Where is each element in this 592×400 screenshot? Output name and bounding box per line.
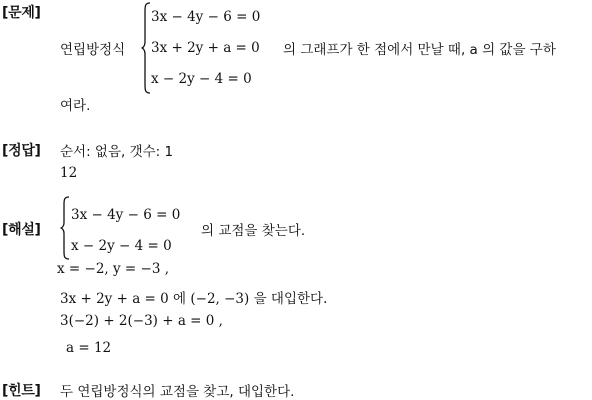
problem-system-brace (141, 2, 151, 94)
problem-prefix: 연립방정식 (60, 42, 126, 58)
problem-equation-2: 3x + 2y + a = 0 (151, 40, 260, 56)
answer-value: 12 (60, 165, 78, 181)
explanation-suffix: 의 교점을 찾는다. (201, 223, 306, 239)
explanation-equation-1: 3x − 4y − 6 = 0 (71, 207, 181, 223)
explanation-equation-2: x − 2y − 4 = 0 (71, 238, 172, 254)
explanation-system-brace (60, 196, 70, 260)
hint-tag: [힌트] (2, 383, 41, 399)
explanation-line-4: a = 12 (66, 340, 112, 356)
explanation-tag: [해설] (2, 222, 41, 238)
explanation-line-3: 3(−2) + 2(−3) + a = 0 , (60, 313, 223, 329)
problem-suffix: 의 그래프가 한 점에서 만날 때, a 의 값을 구하 (283, 42, 556, 58)
answer-tag: [정답] (2, 143, 41, 159)
answer-meta: 순서: 없음, 갯수: 1 (60, 144, 174, 160)
problem-equation-3: x − 2y − 4 = 0 (151, 71, 252, 87)
problem-continuation: 여라. (60, 98, 91, 114)
explanation-line-1: x = −2, y = −3 , (57, 261, 169, 277)
problem-equation-1: 3x − 4y − 6 = 0 (151, 9, 261, 25)
problem-tag: [문제] (2, 5, 41, 21)
hint-text: 두 연립방정식의 교점을 찾고, 대입한다. (60, 384, 295, 400)
explanation-line-2: 3x + 2y + a = 0 에 (−2, −3) 을 대입한다. (60, 291, 328, 307)
